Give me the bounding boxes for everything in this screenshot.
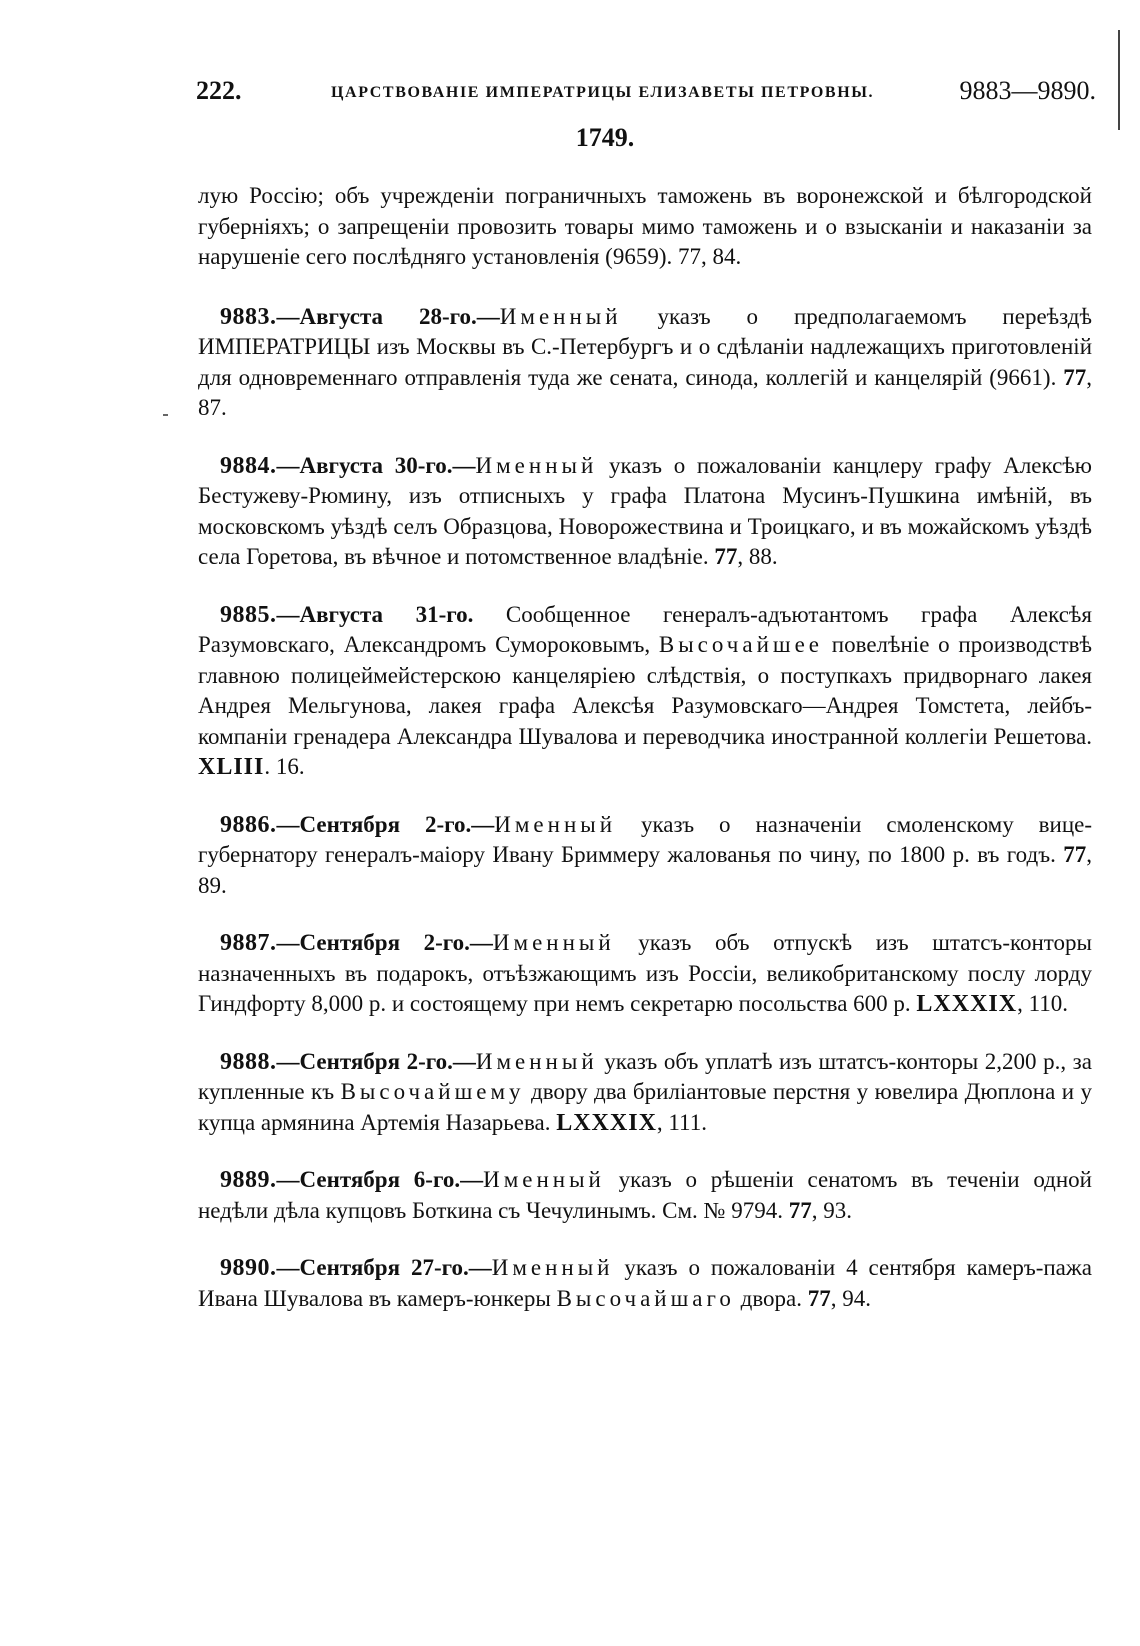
entry-9889	[198, 1165, 1092, 1226]
entry-9884	[198, 451, 1092, 573]
entry-9885	[198, 600, 1092, 783]
entry-date: —Сентября 27-го.—	[276, 1255, 492, 1280]
entry-number: 9887.	[220, 930, 277, 956]
entry-page-ref: , 93.	[811, 1197, 852, 1223]
continuation-paragraph: лую Россію; объ учрежденіи пограничныхъ таможень въ воронежской и бѣлгородской губерніяхъ; о запрещеніи провозить товары мимо таможень и о взысканіи и наказаніи за нарушеніе сего послѣдняго установленія (9659). 77, 84.	[198, 183, 1092, 269]
entry-9888	[198, 1047, 1092, 1139]
entry-page-ref: , 87.	[198, 364, 1092, 420]
entry-date: —Сентября 2-го.—	[276, 1048, 476, 1074]
entry-volume-ref: XLIII	[198, 754, 265, 780]
entry-text: двору два бриліантовые перстня у ювелира Дюплона и у купца армянина Артемія Назарьева.	[198, 1079, 1092, 1135]
entry-honorific: Высочайшаго	[556, 1285, 735, 1311]
entry-page-ref: , 89.	[198, 842, 1093, 898]
page-header	[196, 76, 1096, 116]
entry-type: Именный	[491, 1255, 614, 1280]
entry-volume-ref: 77	[1063, 842, 1087, 867]
entry-volume-ref: 77	[1063, 364, 1087, 390]
entry-volume-ref: 77	[807, 1285, 831, 1311]
entry-number: 9890.	[220, 1255, 277, 1281]
page-number: 222.	[196, 76, 242, 105]
entry-type: Именный	[499, 303, 622, 329]
entry-type: Именный	[475, 1048, 598, 1074]
entry-date: —Августа 31-го.	[276, 601, 474, 627]
entry-text-mid: указъ о пожалованіи 4 сентября камеръ-пажа Ивана Шувалова въ камеръ-юнкеры	[198, 1255, 1092, 1311]
entry-number: 9888.	[220, 1048, 277, 1075]
entry-9883	[198, 302, 1092, 424]
margin-rule	[1118, 30, 1120, 130]
entry-date: —Августа 28-го.—	[276, 303, 500, 329]
margin-mark	[163, 414, 168, 416]
entry-date: —Августа 30-го.—	[276, 452, 476, 478]
entry-number-range: 9883—9890.	[959, 76, 1096, 105]
entry-text-lead: Сообщенное генералъ-адъютантомъ графа Алексѣя Разумовскаго, Александромъ Сумороковымъ,	[198, 601, 1092, 657]
entry-number: 9886.	[220, 811, 277, 838]
entry-volume-ref: 77	[714, 544, 738, 569]
entry-number: 9884.	[220, 452, 277, 479]
entry-page-ref: . 16.	[264, 754, 305, 779]
running-title: ЦАРСТВОВАНІЕ ИМПЕРАТРИЦЫ ЕЛИЗАВЕТЫ ПЕТРОВНЫ.	[331, 84, 875, 101]
entry-type: Высочайшее	[658, 632, 824, 657]
entry-text: указъ объ отпускѣ изъ штатсъ-конторы назначенныхъ въ подарокъ, отъѣзжающимъ изъ Россіи, великобританскому послу лорду Гиндфорту 8,000 р. и состоящему при немъ секретарю посольства 600 р.	[198, 930, 1092, 1016]
entry-number: 9883.	[220, 303, 277, 330]
entry-number: 9885.	[220, 601, 277, 628]
entry-page-ref: , 88.	[737, 544, 778, 569]
entry-9886	[198, 810, 1092, 902]
entry-type: Именный	[492, 930, 615, 955]
entry-type: Именный	[483, 1167, 605, 1192]
year-heading: 1749.	[575, 123, 635, 152]
entry-page-ref: , 111.	[656, 1109, 707, 1135]
entry-number: 9889.	[220, 1167, 277, 1193]
entry-text: указъ о пожалованіи канцлеру графу Алексѣю Бестужеву-Рюмину, изъ отписныхъ у графа Платона Мусинъ-Пушкина имѣній, въ московскомъ уѣздѣ селъ Образцова, Новорожествина и Троицкаго, и въ можайскомъ уѣздѣ села Горетова, въ вѣчное и потомственное владѣніе.	[198, 452, 1092, 569]
entry-text: двора.	[734, 1285, 802, 1311]
entry-page-ref: , 110.	[1017, 991, 1069, 1016]
entry-volume-ref: 77	[788, 1197, 812, 1223]
entry-text: повелѣніе о производствѣ главною полицеймейстерскою канцеляріею слѣдствія, о поступкахъ придворнаго лакея Андрея Мельгунова, лакея графа Алексѣя Разумовскаго—Андрея Томстета, лейбъ-компаніи гренадера Александра Шувалова и переводчика иностранной коллегіи Решетова.	[198, 632, 1092, 749]
entry-date: —Сентября 2-го.—	[276, 811, 495, 837]
entry-text: указъ о предполагаемомъ переѣздѣ ИМПЕРАТРИЦЫ изъ Москвы въ С.-Петербургъ и о сдѣланіи надлежащихъ приготовленій для одновременнаго отправленія туда же сената, синода, коллегій и канцелярій (9661).	[198, 303, 1093, 390]
entry-text: указъ о назначеніи смоленскому вице-губернатору генералъ-маіору Ивану Бриммеру жалованья по чину, по 1800 р. въ годъ.	[198, 811, 1093, 867]
entry-honorific: Высочайшему	[340, 1079, 525, 1104]
entry-type: Именный	[475, 452, 598, 478]
entry-9887	[198, 928, 1092, 1020]
entry-volume-ref: LXXXIX	[556, 1109, 657, 1136]
entry-type: Именный	[494, 811, 617, 837]
page-body	[198, 181, 1092, 1341]
entry-text-mid: указъ объ уплатѣ изъ штатсъ-конторы 2,200 р., за купленные къ	[198, 1048, 1092, 1104]
entry-9890	[198, 1253, 1092, 1314]
entry-page-ref: , 94.	[830, 1285, 871, 1311]
entry-text: указъ о рѣшеніи сенатомъ въ теченіи одной недѣли дѣла купцовъ Боткина съ Чечулинымъ. См. № 9794.	[198, 1167, 1092, 1223]
entry-volume-ref: LXXXIX	[916, 991, 1018, 1017]
entry-date: —Сентября 6-го.—	[276, 1167, 484, 1192]
entry-date: —Сентября 2-го.—	[276, 930, 493, 955]
